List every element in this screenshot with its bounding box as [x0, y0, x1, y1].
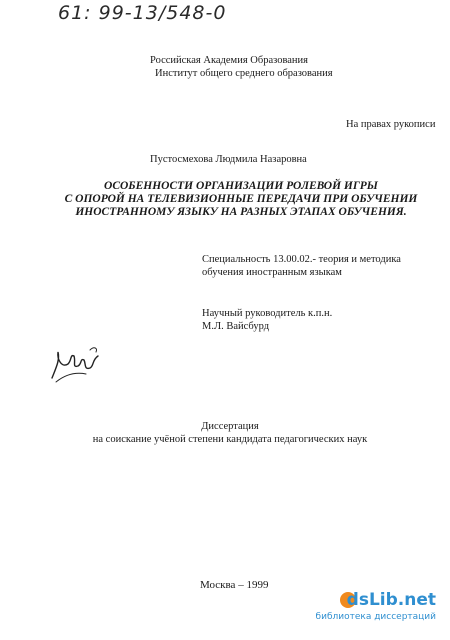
archive-stamp-number: 61: 99-13/548-0: [58, 2, 227, 24]
advisor-line-1: Научный руководитель к.п.н.: [202, 308, 333, 319]
institution-line-1: Российская Академия Образования: [150, 55, 308, 66]
dissertation-degree-block: [80, 420, 380, 446]
rights-note: На правах рукописи: [346, 119, 436, 130]
dissertation-title: [60, 180, 422, 219]
dissertation-label: Диссертация: [201, 421, 259, 432]
advisor-block: [202, 307, 332, 333]
title-line-2: С ОПОРОЙ НА ТЕЛЕВИЗИОННЫЕ ПЕРЕДАЧИ ПРИ ОБУЧЕНИИ: [64, 193, 418, 205]
handwritten-signature: [46, 338, 106, 388]
dissertation-degree: на соискание учёной степени кандидата педагогических наук: [92, 434, 368, 445]
watermark-brand: dsLib.net: [346, 590, 436, 610]
author-name: Пустосмехова Людмила Назаровна: [150, 154, 307, 165]
specialty-block: [202, 253, 401, 279]
title-line-1: ОСОБЕННОСТИ ОРГАНИЗАЦИИ РОЛЕВОЙ ИГРЫ: [104, 180, 378, 192]
watermark-subtitle: библиотека диссертаций: [315, 612, 436, 622]
advisor-line-2: М.Л. Вайсбурд: [202, 321, 270, 332]
watermark: [315, 590, 436, 630]
institution-line-2: Институт общего среднего образования: [155, 68, 333, 79]
specialty-line-1: Специальность 13.00.02.- теория и методика: [202, 254, 401, 265]
specialty-line-2: обучения иностранным языкам: [202, 267, 342, 278]
city-year: Москва – 1999: [200, 579, 269, 591]
title-line-3: ИНОСТРАННОМУ ЯЗЫКУ НА РАЗНЫХ ЭТАПАХ ОБУЧЕНИЯ.: [75, 206, 407, 218]
